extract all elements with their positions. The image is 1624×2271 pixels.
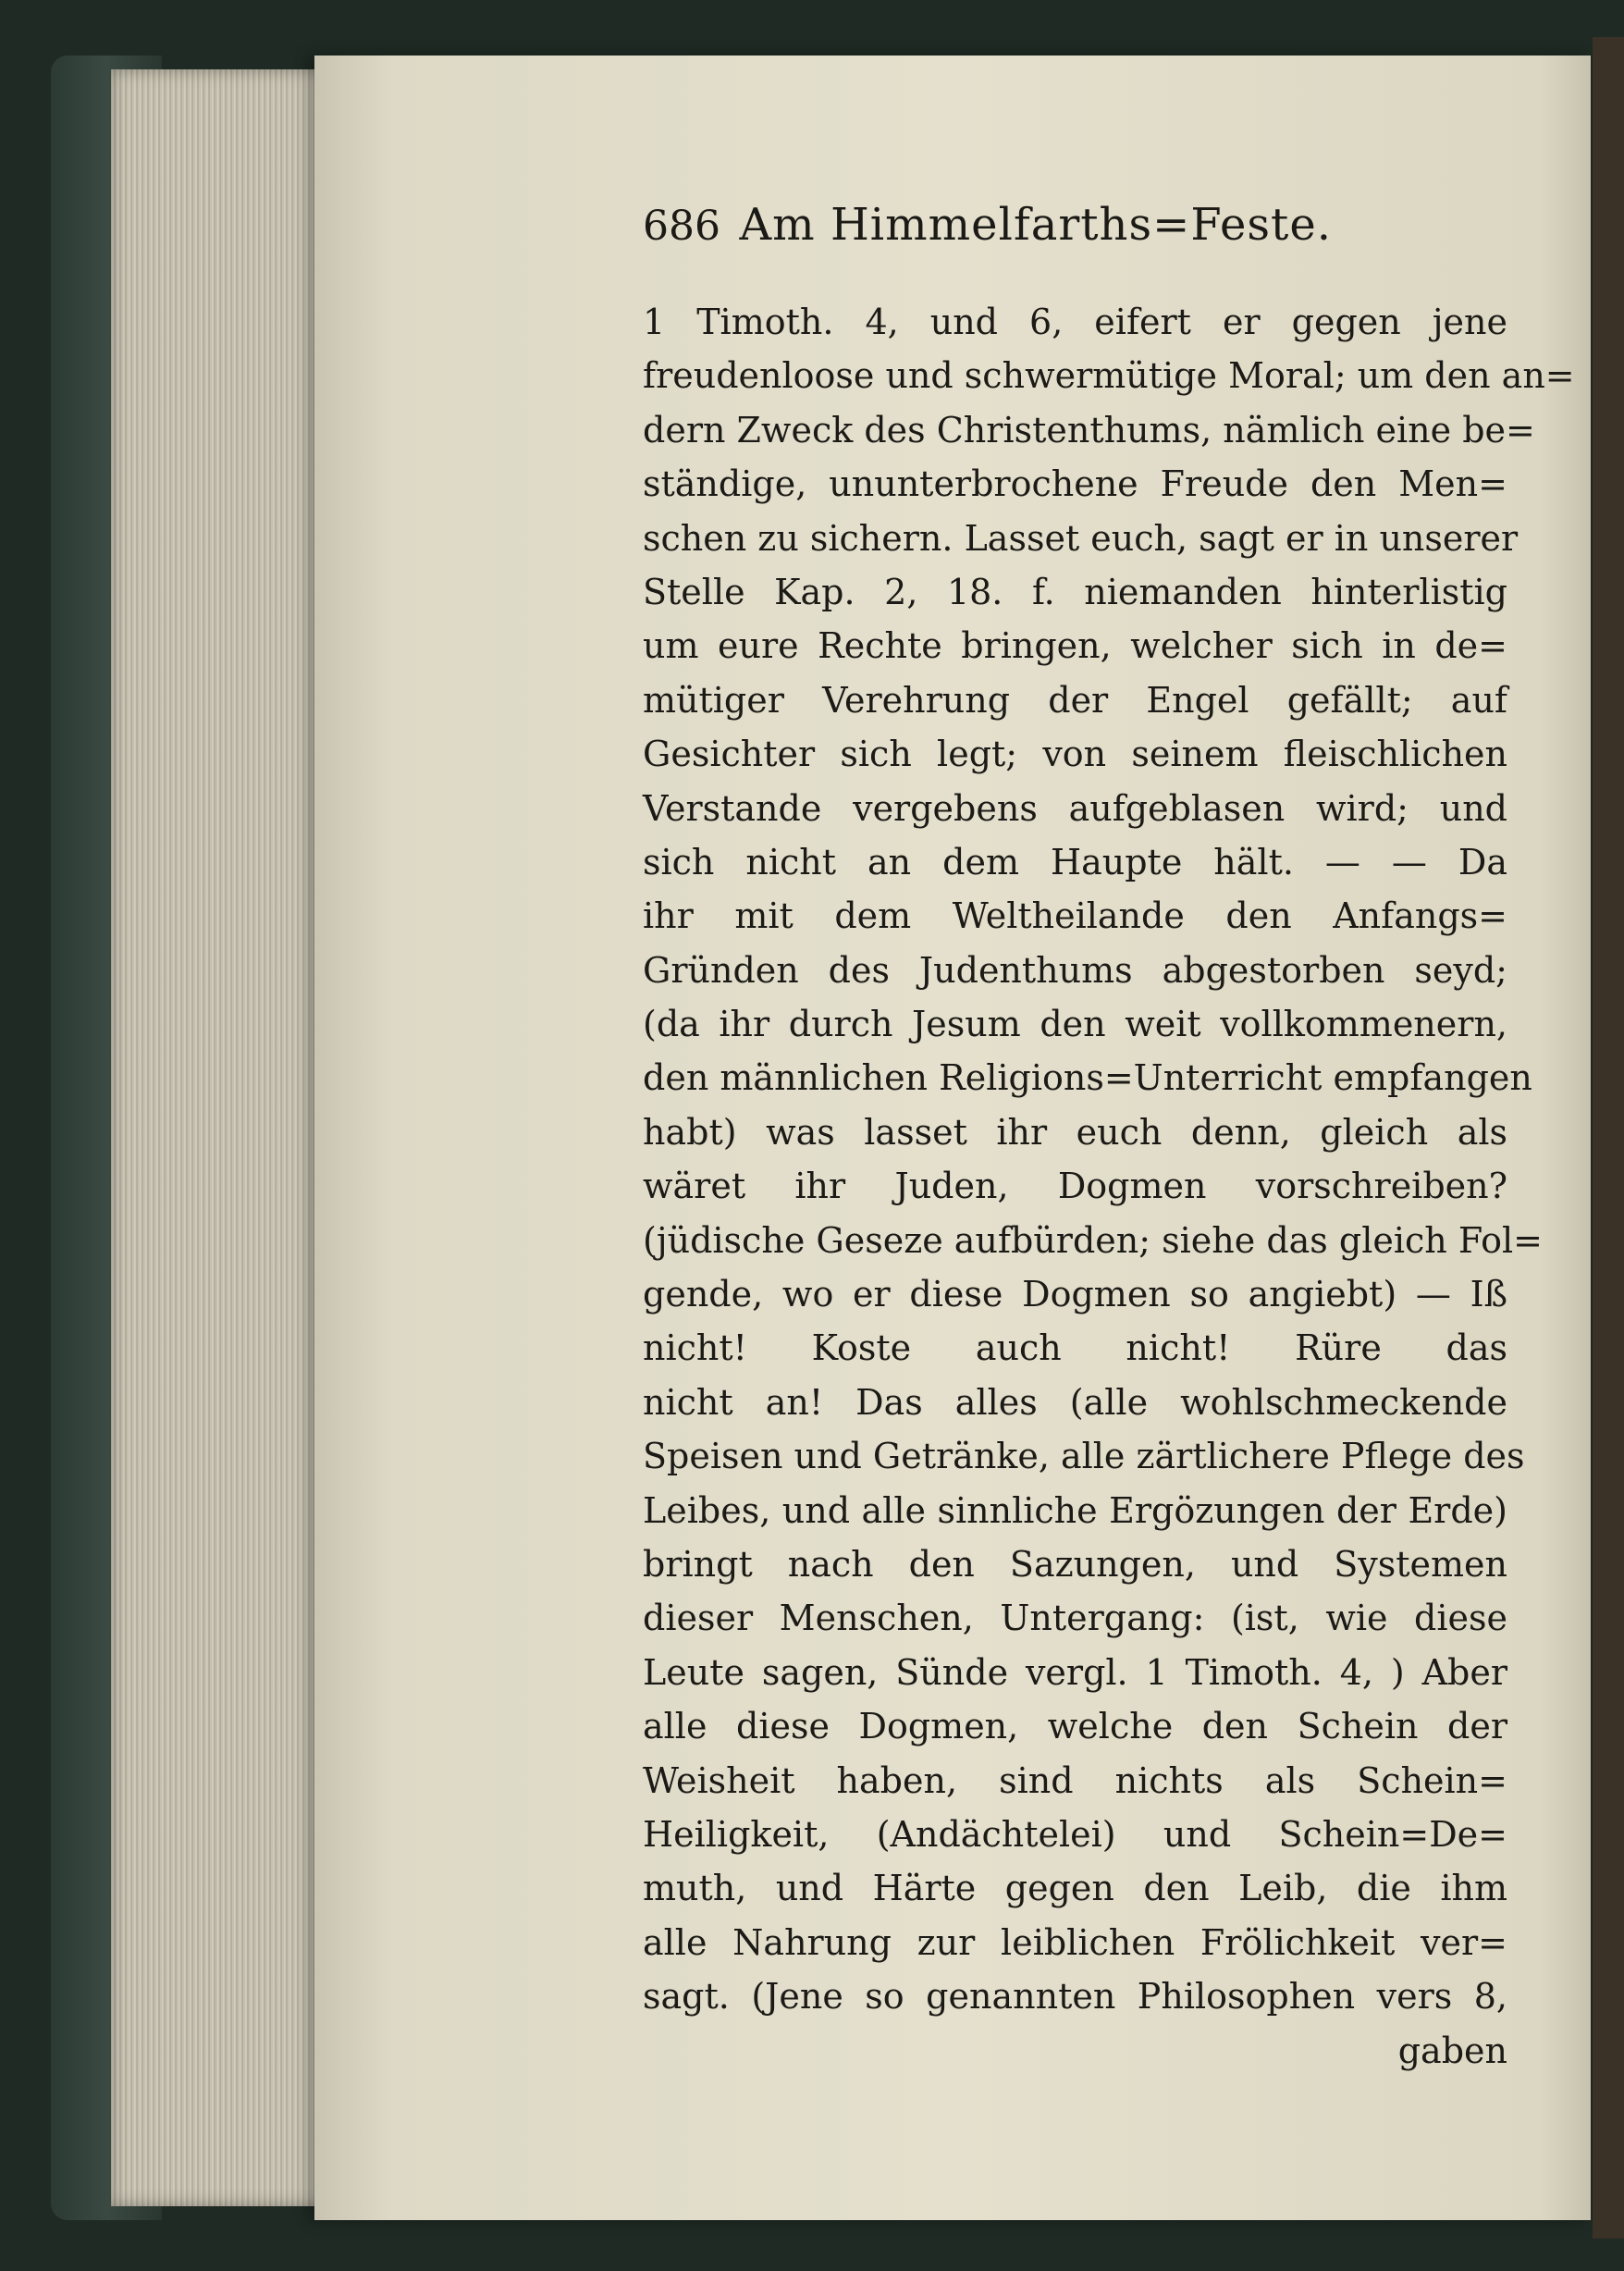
text-line: dieser Menschen, Untergang: (ist, wie diese <box>643 1598 1507 1639</box>
text-line: freudenloose und schwermütige Moral; um den an= <box>643 355 1575 397</box>
text-line: (da ihr durch Jesum den weit vollkommenern, <box>643 1004 1507 1045</box>
text-line: dern Zweck des Christenthums, nämlich eine be= <box>643 409 1535 450</box>
text-line: Leute sagen, Sünde vergl. 1 Timoth. 4, ) Aber <box>643 1651 1507 1693</box>
text-line: Verstande vergebens aufgeblasen wird; und <box>643 787 1507 829</box>
catchword: gaben <box>1397 2030 1507 2071</box>
text-line: wäret ihr Juden, Dogmen vorschreiben? <box>643 1166 1507 1207</box>
text-line: ständige, ununterbrochene Freude den Men= <box>643 463 1507 505</box>
text-line: Gesichter sich legt; von seinem fleischlichen <box>643 734 1507 775</box>
text-line: gende, wo er diese Dogmen so angiebt) — Iß <box>643 1274 1507 1315</box>
text-line: nicht an! Das alles (alle wohlschmeckende <box>643 1381 1507 1423</box>
text-line: habt) was lasset ihr euch denn, gleich als <box>643 1111 1507 1153</box>
text-line: sich nicht an dem Haupte hält. — — Da <box>643 841 1507 882</box>
text-line: nicht! Koste auch nicht! Rüre das <box>643 1327 1507 1369</box>
text-line: (jüdische Geseze aufbürden; siehe das gleich Fol= <box>643 1219 1543 1261</box>
text-line: Heiligkeit, (Andächtelei) und Schein=De= <box>643 1813 1507 1855</box>
text-line: Weisheit haben, sind nichts als Schein= <box>643 1759 1507 1801</box>
text-line: den männlichen Religions=Unterricht empfangen <box>643 1057 1532 1099</box>
page-edges <box>111 69 333 2206</box>
page-number: 686 <box>643 203 720 250</box>
text-line: alle Nahrung zur leiblichen Frölichkeit ver= <box>643 1921 1507 1963</box>
body-text <box>643 295 1575 2078</box>
text-line: muth, und Härte gegen den Leib, die ihm <box>643 1868 1507 1909</box>
page-content <box>643 199 1575 2078</box>
text-line: Leibes, und alle sinnliche Ergözungen der Erde) <box>643 1489 1507 1531</box>
page-header <box>643 199 1332 251</box>
text-line: schen zu sichern. Lasset euch, sagt er in unserer <box>643 517 1519 559</box>
text-line: ihr mit dem Weltheilande den Anfangs= <box>643 895 1507 937</box>
text-line: Speisen und Getränke, alle zärtlichere Pflege des <box>643 1436 1525 1477</box>
text-line: bringt nach den Sazungen, und Systemen <box>643 1543 1507 1585</box>
running-head: Am Himmelfarths=Feste. <box>739 199 1332 251</box>
text-line: Gründen des Judenthums abgestorben seyd; <box>643 949 1507 991</box>
text-line: alle diese Dogmen, welche den Schein der <box>643 1706 1507 1747</box>
text-line: sagt. (Jene so genannten Philosophen vers 8, <box>643 1976 1507 2018</box>
text-line: um eure Rechte bringen, welcher sich in de= <box>643 625 1507 667</box>
text-line: mütiger Verehrung der Engel gefällt; auf <box>643 679 1507 721</box>
text-line: Stelle Kap. 2, 18. f. niemanden hinterlistig <box>643 571 1507 612</box>
text-line: 1 Timoth. 4, und 6, eifert er gegen jene <box>643 302 1507 342</box>
facing-page-edge <box>1593 37 1624 2239</box>
